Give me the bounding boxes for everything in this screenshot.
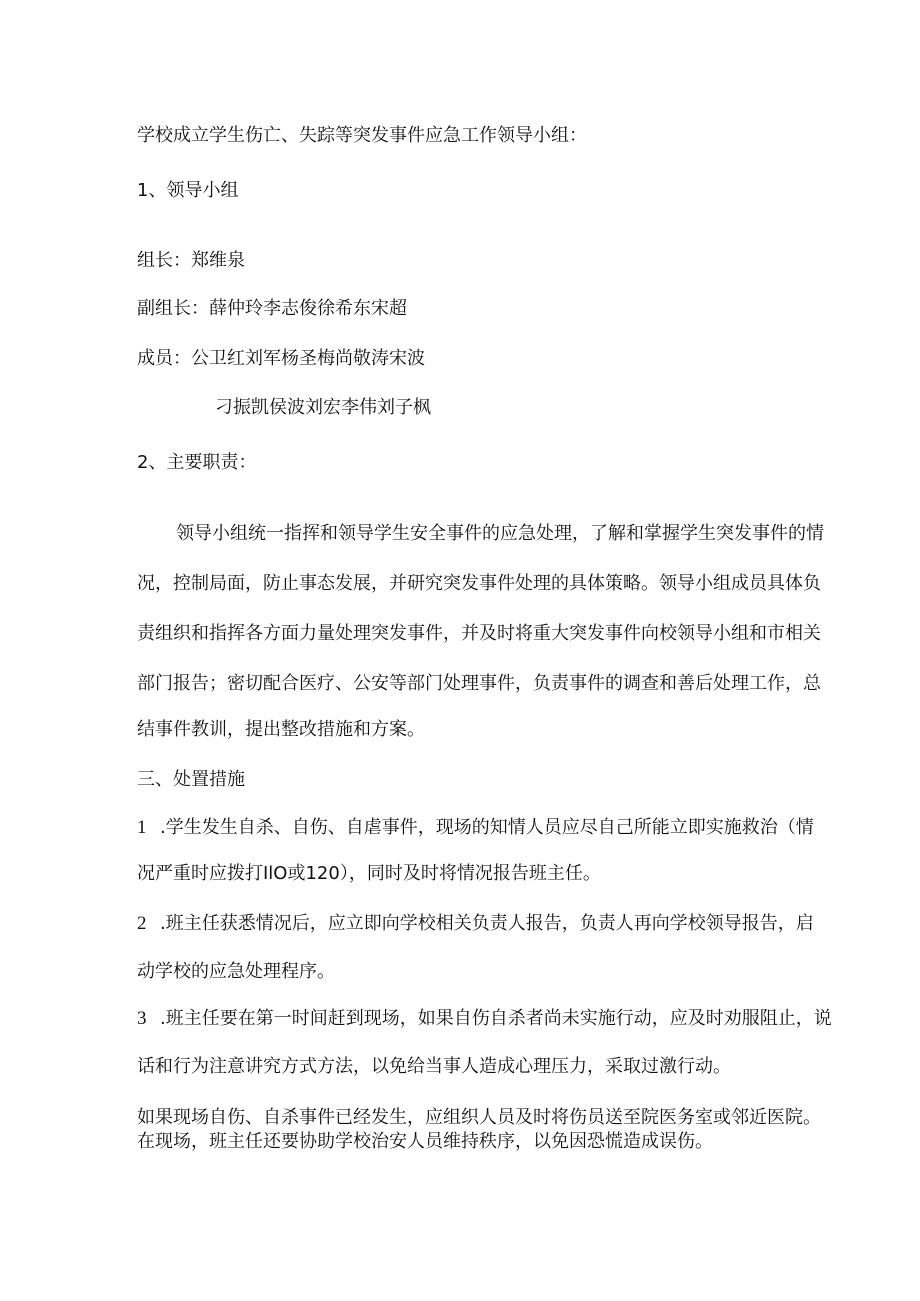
closing-line: 在现场，班主任还要协助学校治安人员维持秩序，以免因恐慌造成误伤。 bbox=[137, 1131, 713, 1152]
measure-text: 动学校的应急处理程序。 bbox=[137, 961, 335, 982]
duties-line: 结事件教训，提出整改措施和方案。 bbox=[137, 719, 425, 740]
members-line-1: 成员：公卫红刘军杨圣梅尚敬涛宋波 bbox=[137, 348, 425, 369]
measure-text: .学生发生自杀、自伤、自虐事件，现场的知情人员应尽自己所能立即实施救治（情 bbox=[160, 817, 814, 838]
measure-text: 话和行为注意讲究方式方法，以免给当事人造成心理压力，采取过激行动。 bbox=[137, 1056, 731, 1077]
duties-line: 部门报告；密切配合医疗、公安等部门处理事件，负责事件的调查和善后处理工作，总 bbox=[137, 673, 821, 694]
duties-line: 况，控制局面，防止事态发展，并研究突发事件处理的具体策略。领导小组成员具体负 bbox=[137, 573, 821, 594]
measure-text: 况严重时应拨打IlO或120），同时及时将情况报告班主任。 bbox=[137, 863, 601, 884]
section1-heading: 1、领导小组 bbox=[137, 180, 239, 201]
duties-line: 领导小组统一指挥和领导学生安全事件的应急处理，了解和掌握学生突发事件的情 bbox=[176, 523, 824, 544]
section2-heading: 2、主要职责： bbox=[137, 452, 257, 473]
measure-number: 1 bbox=[137, 817, 147, 838]
intro-text: 学校成立学生伤亡、失踪等突发事件应急工作领导小组： bbox=[137, 125, 587, 146]
members-line-2: 刁振凯侯波刘宏李伟刘子枫 bbox=[215, 397, 431, 418]
measure-number: 3 bbox=[137, 1008, 147, 1029]
deputy-leaders-line: 副组长：薛仲玲李志俊徐希东宋超 bbox=[137, 298, 407, 319]
leader-line: 组长：郑维泉 bbox=[137, 250, 245, 271]
duties-line: 责组织和指挥各方面力量处理突发事件，并及时将重大突发事件向校领导小组和市相关 bbox=[137, 623, 821, 644]
closing-line: 如果现场自伤、自杀事件已经发生，应组织人员及时将伤员送至院医务室或邻近医院。 bbox=[137, 1107, 821, 1128]
section3-heading: 三、处置措施 bbox=[137, 769, 245, 790]
measure-text: .班主任获悉情况后，应立即向学校相关负责人报告，负责人再向学校领导报告，启 bbox=[160, 913, 814, 934]
measure-text: .班主任要在第一时间赶到现场，如果自伤自杀者尚未实施行动，应及时劝服阻止，说 bbox=[160, 1008, 832, 1029]
measure-number: 2 bbox=[137, 913, 147, 934]
